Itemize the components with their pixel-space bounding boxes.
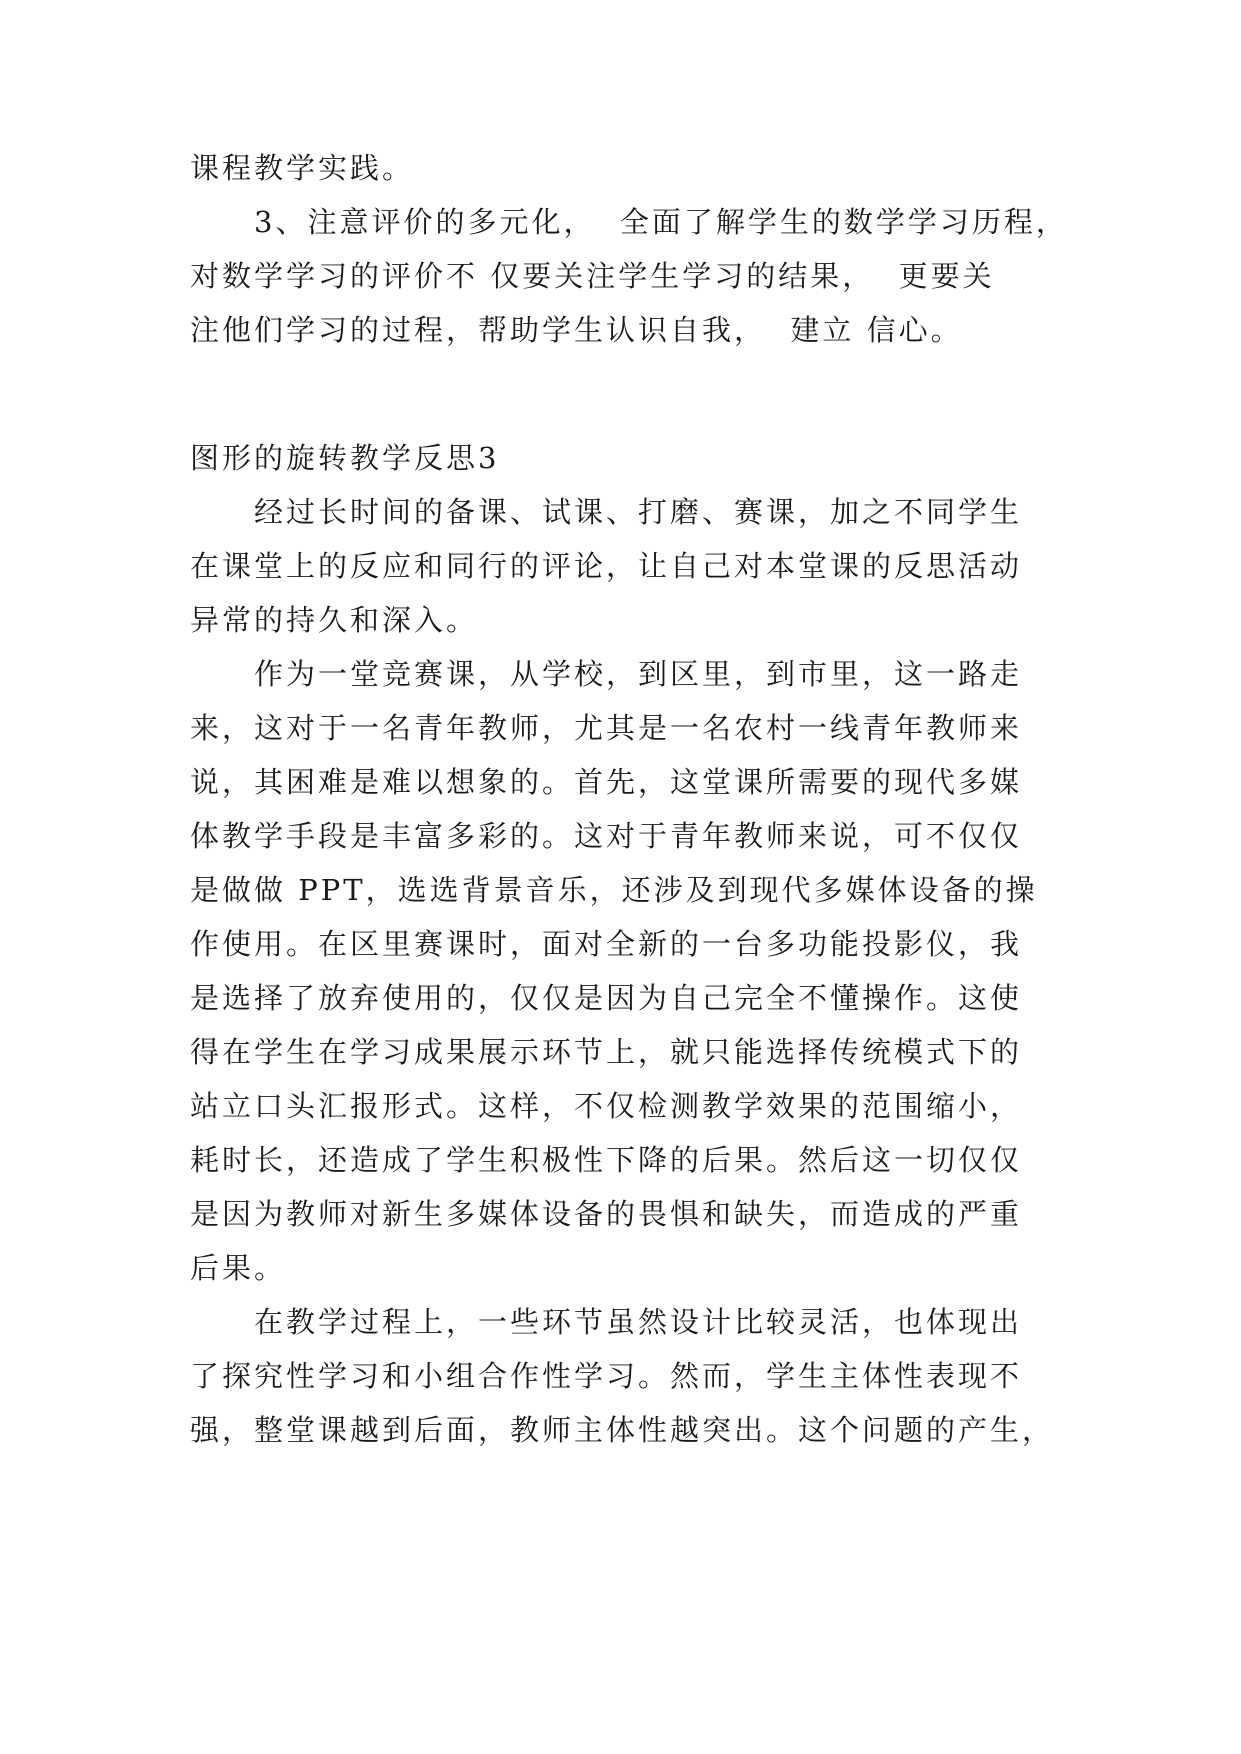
text-line: 是因为教师对新生多媒体设备的畏惧和缺失，而造成的严重 (190, 1197, 1023, 1231)
text-line: 在课堂上的反应和同行的评论，让自己对本堂课的反思活动 (190, 549, 1023, 583)
text-line: 经过长时间的备课、试课、打磨、赛课，加之不同学生 (254, 495, 1023, 529)
text-line: 是做做 PPT，选选背景音乐，还涉及到现代多媒体设备的操 (190, 873, 1038, 907)
text-line: 3、注意评价的多元化， 全面了解学生的数学学习历程， (254, 205, 1068, 239)
text-line: 作使用。在区里赛课时，面对全新的一台多功能投影仪，我 (190, 927, 1023, 961)
text-line: 后果。 (190, 1251, 287, 1285)
text-line: 站立口头汇报形式。这样，不仅检测教学效果的范围缩小， (190, 1089, 1023, 1123)
text-line: 了探究性学习和小组合作性学习。然而，学生主体性表现不 (190, 1359, 1023, 1393)
text-line: 说，其困难是难以想象的。首先，这堂课所需要的现代多媒 (190, 765, 1023, 799)
text-line: 强，整堂课越到后面，教师主体性越突出。这个问题的产生， (190, 1413, 1055, 1447)
text-line: 耗时长，还造成了学生积极性下降的后果。然后这一切仅仅 (190, 1143, 1023, 1177)
text-line: 对数学学习的评价不 仅要关注学生学习的结果， 更要关 (190, 259, 995, 293)
text-line: 体教学手段是丰富多彩的。这对于青年教师来说，可不仅仅 (190, 819, 1023, 853)
section-heading: 图形的旋转教学反思3 (190, 441, 500, 475)
text-line: 注他们学习的过程，帮助学生认识自我， 建立 信心。 (190, 313, 963, 347)
text-line: 得在学生在学习成果展示环节上，就只能选择传统模式下的 (190, 1035, 1023, 1069)
text-line: 异常的持久和深入。 (190, 603, 479, 637)
text-line: 在教学过程上，一些环节虽然设计比较灵活，也体现出 (254, 1305, 1023, 1339)
text-line: 课程教学实践。 (190, 151, 415, 185)
text-line: 是选择了放弃使用的，仅仅是因为自己完全不懂操作。这使 (190, 981, 1023, 1015)
text-line: 作为一堂竞赛课，从学校，到区里，到市里，这一路走 (254, 657, 1023, 691)
text-line: 来，这对于一名青年教师，尤其是一名农村一线青年教师来 (190, 711, 1023, 745)
